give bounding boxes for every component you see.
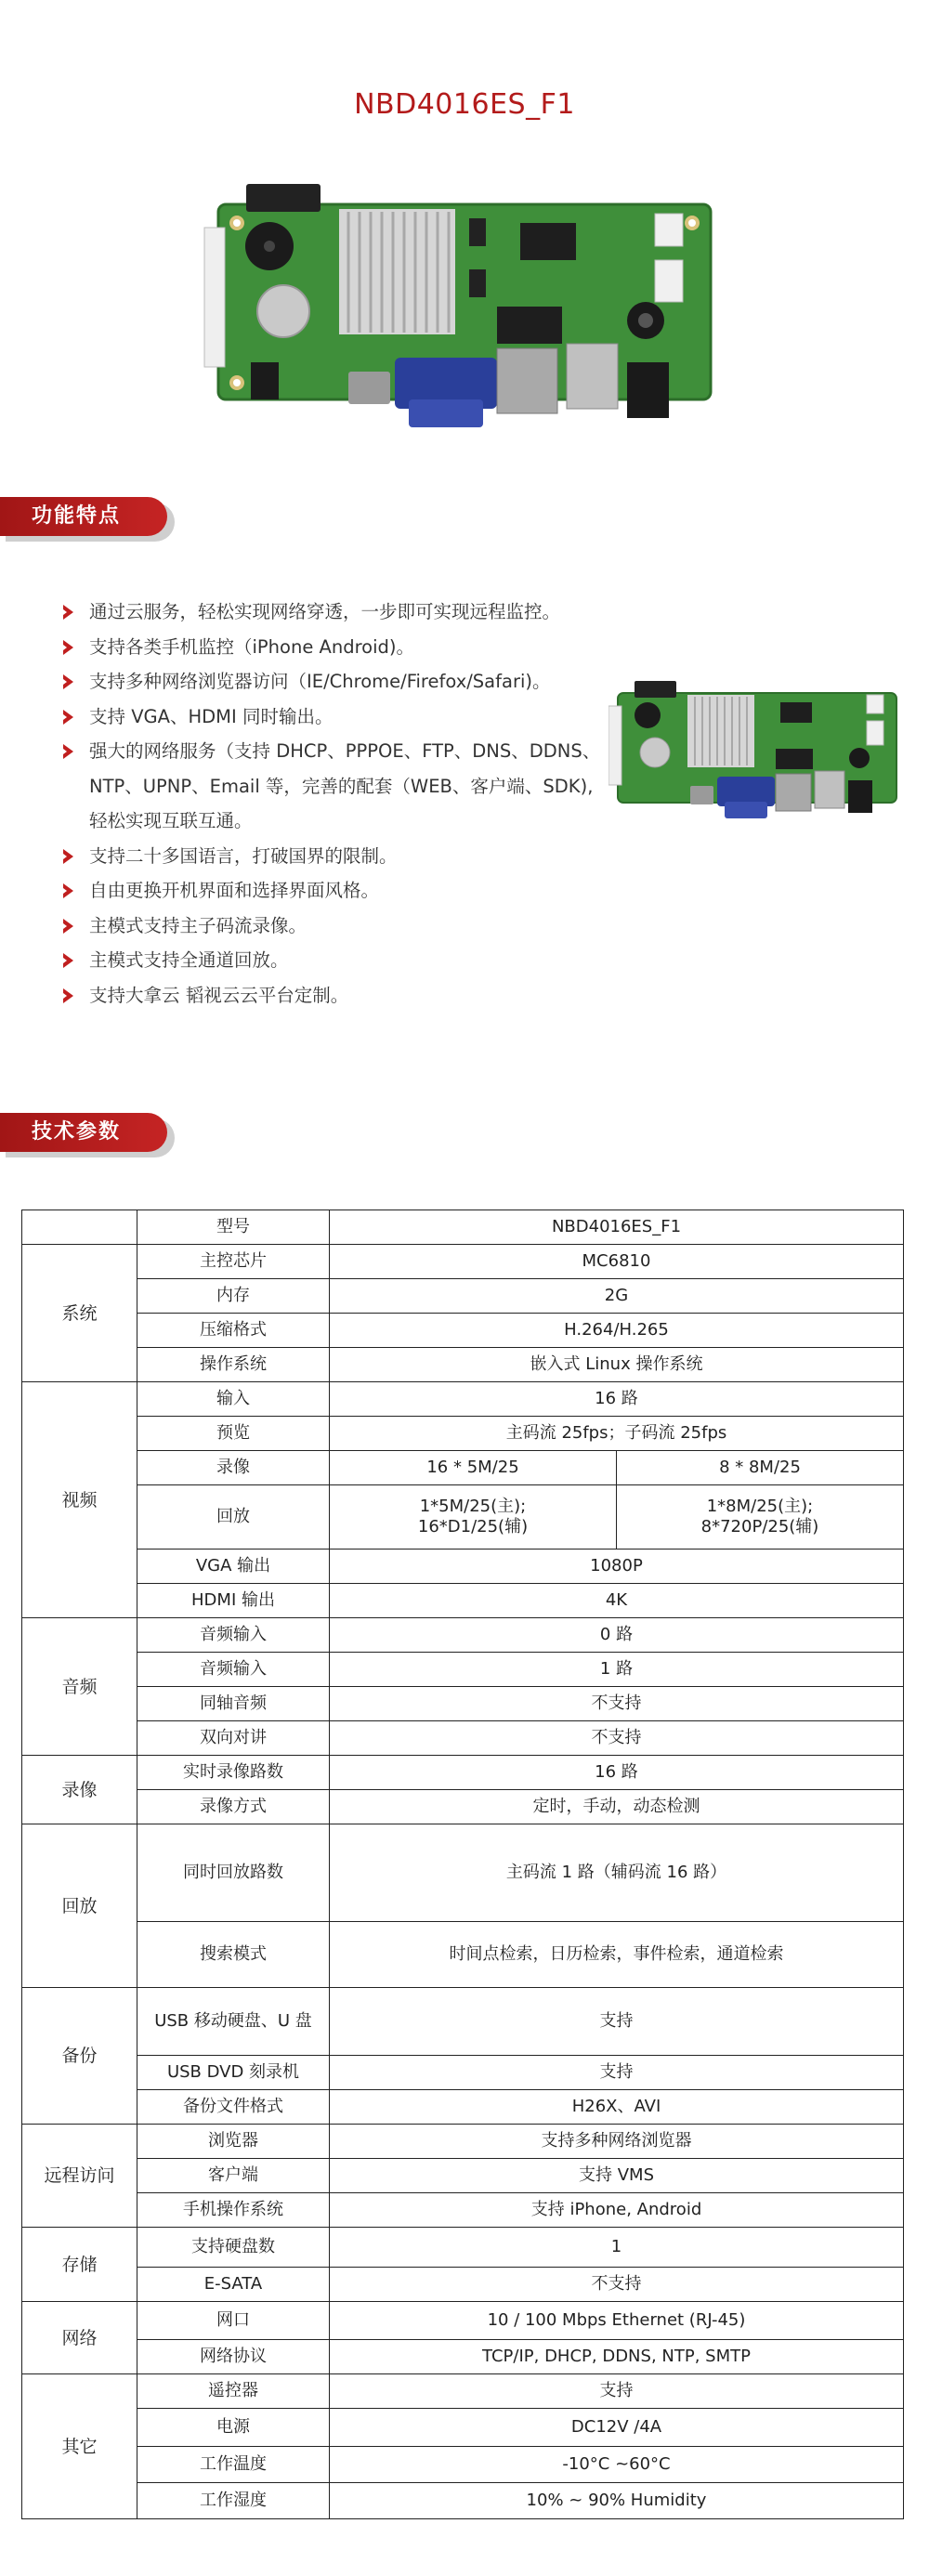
spec-category: 视频 (22, 1382, 137, 1618)
spec-value: H26X、AVI (330, 2090, 904, 2125)
spec-label: VGA 输出 (137, 1550, 330, 1584)
spec-label: 预览 (137, 1417, 330, 1451)
spec-value: 0 路 (330, 1618, 904, 1653)
spec-value: 10% ~ 90% Humidity (330, 2483, 904, 2519)
table-row (22, 2409, 904, 2447)
spec-value: 10 / 100 Mbps Ethernet (RJ-45) (330, 2302, 904, 2340)
table-row (22, 2090, 904, 2125)
board-photo-small (608, 676, 906, 827)
spec-value: 支持 (330, 2056, 904, 2090)
table-row (22, 1721, 904, 1756)
table-row (22, 1279, 904, 1314)
spec-label: USB DVD 刻录机 (137, 2056, 330, 2090)
table-row (22, 1790, 904, 1824)
table-row (22, 2159, 904, 2193)
table-row (22, 1653, 904, 1687)
spec-value: 定时，手动，动态检测 (330, 1790, 904, 1824)
table-row (22, 2125, 904, 2159)
spec-category: 其它 (22, 2374, 137, 2519)
spec-label: 同轴音频 (137, 1687, 330, 1721)
spec-label: 回放 (137, 1485, 330, 1550)
table-row (22, 1550, 904, 1584)
feature-item: 支持 VGA、HDMI 同时输出。 (63, 700, 621, 735)
spec-label: 手机操作系统 (137, 2193, 330, 2228)
spec-value: H.264/H.265 (330, 1314, 904, 1348)
table-row (22, 1382, 904, 1417)
specs-banner-label: 技术参数 (0, 1113, 167, 1152)
spec-label: 录像方式 (137, 1790, 330, 1824)
spec-label: 型号 (137, 1210, 330, 1245)
spec-value: 16 * 5M/25 (330, 1451, 617, 1485)
arrow-icon (63, 953, 73, 968)
features-banner-label: 功能特点 (0, 497, 167, 536)
spec-value: 支持多种网络浏览器 (330, 2125, 904, 2159)
spec-value: -10°C ~60°C (330, 2447, 904, 2483)
arrow-icon (63, 710, 73, 725)
board-photo-main (200, 177, 729, 441)
spec-label: 录像 (137, 1451, 330, 1485)
spec-value: 1*8M/25(主); 8*720P/25(辅) (617, 1485, 904, 1550)
spec-label: 压缩格式 (137, 1314, 330, 1348)
spec-value: 1 (330, 2228, 904, 2268)
spec-label: 音频输入 (137, 1653, 330, 1687)
spec-label: 备份文件格式 (137, 2090, 330, 2125)
feature-item: 支持各类手机监控（iPhone Android)。 (63, 630, 621, 665)
spec-label: 搜索模式 (137, 1922, 330, 1988)
arrow-icon (63, 988, 73, 1003)
table-row (22, 1618, 904, 1653)
spec-value: 支持 (330, 1988, 904, 2056)
spec-table (21, 1210, 904, 2519)
feature-item: 支持多种网络浏览器访问（IE/Chrome/Firefox/Safari)。 (63, 664, 621, 700)
spec-label: 网口 (137, 2302, 330, 2340)
spec-label: 遥控器 (137, 2374, 330, 2409)
spec-category: 录像 (22, 1756, 137, 1824)
table-row (22, 2483, 904, 2519)
spec-category: 回放 (22, 1824, 137, 1988)
spec-label: 同时回放路数 (137, 1824, 330, 1922)
spec-value: DC12V /4A (330, 2409, 904, 2447)
spec-label: 支持硬盘数 (137, 2228, 330, 2268)
spec-label: 输入 (137, 1382, 330, 1417)
spec-value: NBD4016ES_F1 (330, 1210, 904, 1245)
spec-label: 浏览器 (137, 2125, 330, 2159)
feature-item: 主模式支持主子码流录像。 (63, 909, 621, 944)
arrow-icon (63, 883, 73, 898)
page-title: NBD4016ES_F1 (354, 88, 575, 121)
table-row (22, 2302, 904, 2340)
spec-category: 远程访问 (22, 2125, 137, 2228)
spec-value: 支持 iPhone, Android (330, 2193, 904, 2228)
spec-value: 16 路 (330, 1756, 904, 1790)
spec-label: USB 移动硬盘、U 盘 (137, 1988, 330, 2056)
table-row (22, 2193, 904, 2228)
spec-value: 时间点检索，日历检索，事件检索，通道检索 (330, 1922, 904, 1988)
spec-value: TCP/IP, DHCP, DDNS, NTP, SMTP (330, 2340, 904, 2374)
spec-label: 网络协议 (137, 2340, 330, 2374)
arrow-icon (63, 674, 73, 689)
table-row (22, 2228, 904, 2268)
spec-label: 音频输入 (137, 1618, 330, 1653)
spec-value: 不支持 (330, 2268, 904, 2302)
spec-value: 4K (330, 1584, 904, 1618)
spec-label: 客户端 (137, 2159, 330, 2193)
table-row (22, 2056, 904, 2090)
spec-label: 操作系统 (137, 1348, 330, 1382)
spec-label: E-SATA (137, 2268, 330, 2302)
spec-value: MC6810 (330, 1245, 904, 1279)
table-row (22, 2268, 904, 2302)
feature-item: 主模式支持全通道回放。 (63, 943, 621, 978)
table-row (22, 1417, 904, 1451)
feature-item: 支持二十多国语言，打破国界的限制。 (63, 839, 621, 874)
spec-category: 备份 (22, 1988, 137, 2125)
spec-value: 8 * 8M/25 (617, 1451, 904, 1485)
spec-category: 系统 (22, 1245, 137, 1382)
table-row (22, 1451, 904, 1485)
spec-value: 1080P (330, 1550, 904, 1584)
table-row (22, 1485, 904, 1550)
table-row (22, 1210, 904, 1245)
spec-category: 网络 (22, 2302, 137, 2374)
spec-label: 双向对讲 (137, 1721, 330, 1756)
table-row (22, 1348, 904, 1382)
arrow-icon (63, 919, 73, 934)
feature-item: 支持大拿云 韬视云云平台定制。 (63, 978, 621, 1013)
table-row (22, 1824, 904, 1922)
table-row (22, 2340, 904, 2374)
feature-item: 自由更换开机界面和选择界面风格。 (63, 873, 621, 909)
table-row (22, 1314, 904, 1348)
spec-label: 内存 (137, 1279, 330, 1314)
spec-label: 工作湿度 (137, 2483, 330, 2519)
spec-value: 16 路 (330, 1382, 904, 1417)
spec-value: 1*5M/25(主); 16*D1/25(辅) (330, 1485, 617, 1550)
specs-banner (0, 1113, 177, 1156)
spec-label: 实时录像路数 (137, 1756, 330, 1790)
spec-value: 1 路 (330, 1653, 904, 1687)
arrow-icon (63, 640, 73, 655)
spec-category: 音频 (22, 1618, 137, 1756)
spec-label: 主控芯片 (137, 1245, 330, 1279)
table-row (22, 1756, 904, 1790)
spec-value: 主码流 25fps；子码流 25fps (330, 1417, 904, 1451)
feature-list (63, 595, 621, 1013)
spec-label: 工作温度 (137, 2447, 330, 2483)
spec-value: 主码流 1 路（辅码流 16 路） (330, 1824, 904, 1922)
table-row (22, 2447, 904, 2483)
table-row (22, 1245, 904, 1279)
spec-label: HDMI 输出 (137, 1584, 330, 1618)
features-banner (0, 497, 177, 540)
arrow-icon (63, 849, 73, 864)
table-row (22, 1584, 904, 1618)
feature-item: 通过云服务，轻松实现网络穿透，一步即可实现远程监控。 (63, 595, 621, 630)
spec-value: 支持 VMS (330, 2159, 904, 2193)
table-row (22, 1687, 904, 1721)
spec-category: 存储 (22, 2228, 137, 2302)
spec-value: 嵌入式 Linux 操作系统 (330, 1348, 904, 1382)
table-row (22, 2374, 904, 2409)
feature-item: 强大的网络服务（支持 DHCP、PPPOE、FTP、DNS、DDNS、NTP、UPNP、Email 等，完善的配套（WEB、客户端、SDK), 轻松实现互联互通。 (63, 734, 609, 839)
arrow-icon (63, 605, 73, 620)
spec-value: 不支持 (330, 1687, 904, 1721)
arrow-icon (63, 744, 73, 759)
spec-value: 2G (330, 1279, 904, 1314)
spec-value: 不支持 (330, 1721, 904, 1756)
spec-value: 支持 (330, 2374, 904, 2409)
table-row (22, 1922, 904, 1988)
spec-label: 电源 (137, 2409, 330, 2447)
table-row (22, 1988, 904, 2056)
